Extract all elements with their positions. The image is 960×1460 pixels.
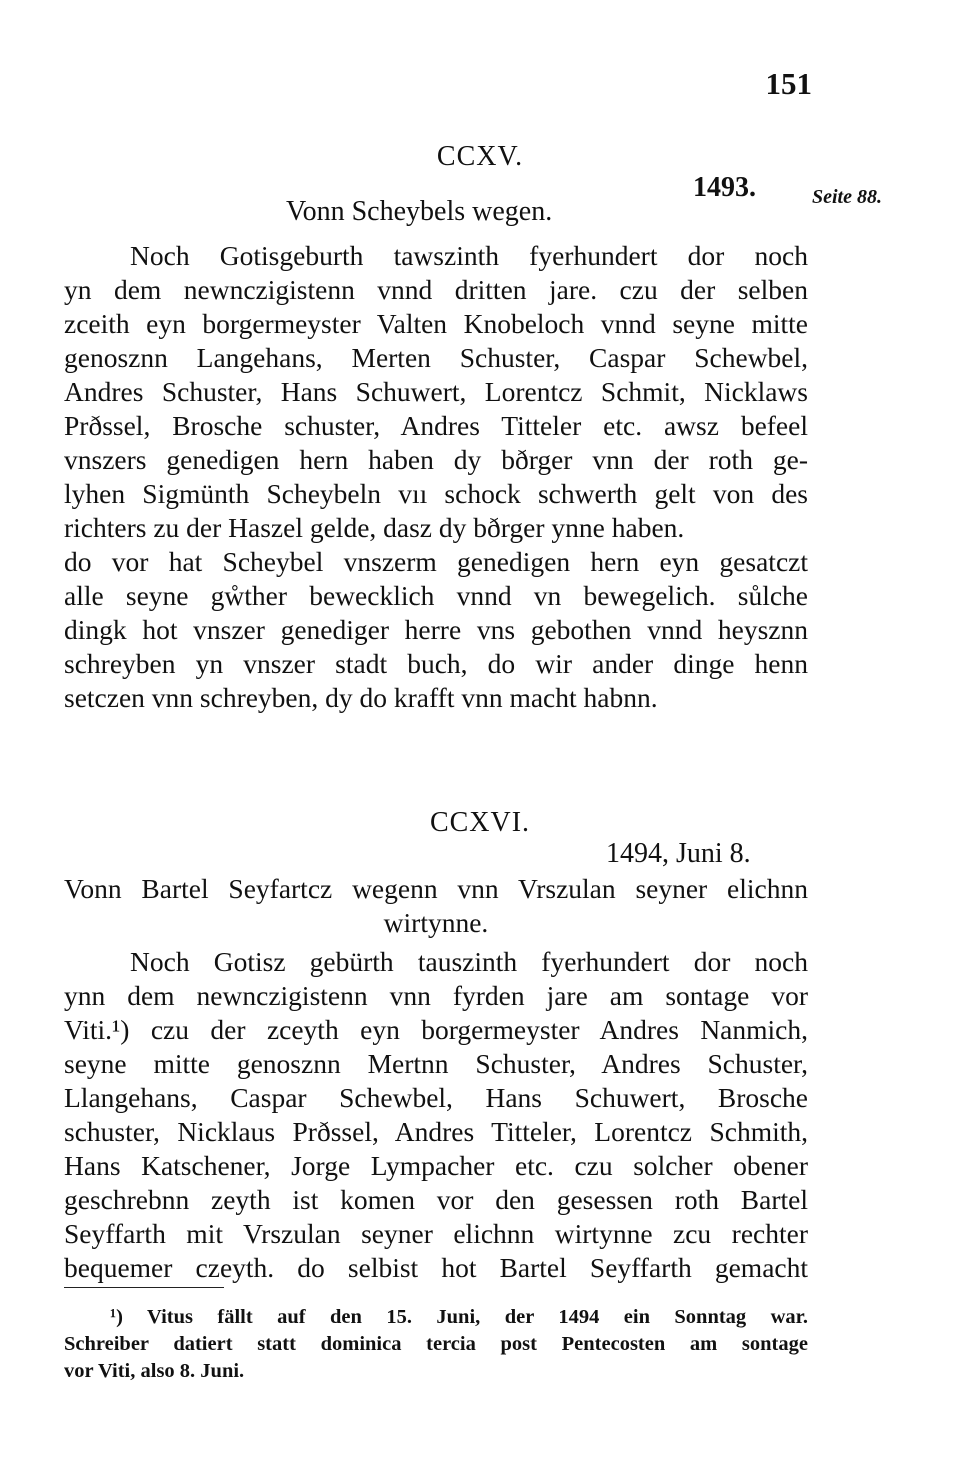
text-line: Andres Schuster, Hans Schuwert, Lorentcz Schmit, Nicklaws [64,376,808,407]
page-number: 151 [765,66,812,101]
section-number: CCXVI. [429,807,531,838]
footnote-line: vor Viti, also 8. Juni. [64,1360,245,1382]
text-line: setczen vnn schreyben, dy do krafft vnn macht habnn. [64,682,658,713]
footnote-line: ¹) Vitus fällt auf den 15. Juni, der 1494 ein Sonntag war. [110,1306,808,1328]
text-line: zceith eyn borgermeyster Valten Knobeloch vnnd seyne mitte [64,308,808,339]
section-title-line: Vonn Bartel Seyfartcz wegenn vnn Vrszulan seyner elichnn [64,873,808,904]
text-line: alle seyne gẘther bewecklich vnnd vn bewegelich. sůlche [64,580,808,611]
footnote-line: Schreiber datiert statt dominica tercia post Pentecosten am sontage [64,1333,808,1355]
text-line: vnszers genedigen hern haben dy bðrger vnn der roth ge- [64,444,808,475]
text-line: Viti.¹) czu der zceyth eyn borgermeyster Andres Nanmich, [64,1014,808,1045]
text-line: Llangehans, Caspar Schewbel, Hans Schuwert, Brosche [64,1082,808,1113]
text-line: richters zu der Haszel gelde, dasz dy bðrger ynne haben. [64,512,685,543]
section-number: CCXV. [436,141,524,172]
text-line: ynn dem newnczigistenn vnn fyrden jare am sontage vor [64,980,808,1011]
text-line: seyne mitte genosznn Mertnn Schuster, Andres Schuster, [64,1048,808,1079]
text-line: schuster, Nicklaus Prðssel, Andres Titteler, Lorentcz Schmith, [64,1116,808,1147]
section-title-line: wirtynne. [383,907,489,938]
text-line: Noch Gotisz gebürth tauszinth fyerhundert dor noch [130,946,808,977]
text-line: dingk hot vnszer genediger herre vns gebothen vnnd heysznn [64,614,808,645]
text-line: Hans Katschener, Jorge Lympacher etc. czu solcher obener [64,1150,808,1181]
text-line: geschrebnn zeyth ist komen vor den gesessen roth Bartel [64,1184,808,1215]
text-line: lyhen Sigmünth Scheybeln vıı schock schwerth gelt von des [64,478,808,509]
text-line: bequemer czeyth. do selbist hot Bartel Seyffarth gemacht [64,1252,808,1283]
section-title: Vonn Scheybels wegen. [286,196,553,227]
section-date: 1494, Juni 8. [606,838,751,869]
text-line: schreyben yn vnszer stadt buch, do wir ander dinge henn [64,648,808,679]
text-line: genosznn Langehans, Merten Schuster, Caspar Schewbel, [64,342,808,373]
text-line: Noch Gotisgeburth tawszinth fyerhundert dor noch [130,240,808,271]
text-line: Seyffarth mit Vrszulan seyner elichnn wirtynne zcu rechter [64,1218,808,1249]
text-line: Prðssel, Brosche schuster, Andres Titteler etc. awsz befeel [64,410,808,441]
text-line: do vor hat Scheybel vnszerm genedigen hern eyn gesatczt [64,546,808,577]
footnote-rule [64,1287,224,1288]
text-line: yn dem newnczigistenn vnnd dritten jare. czu der selben [64,274,808,305]
margin-note: Seite 88. [812,186,882,208]
section-date: 1493. [693,172,756,203]
